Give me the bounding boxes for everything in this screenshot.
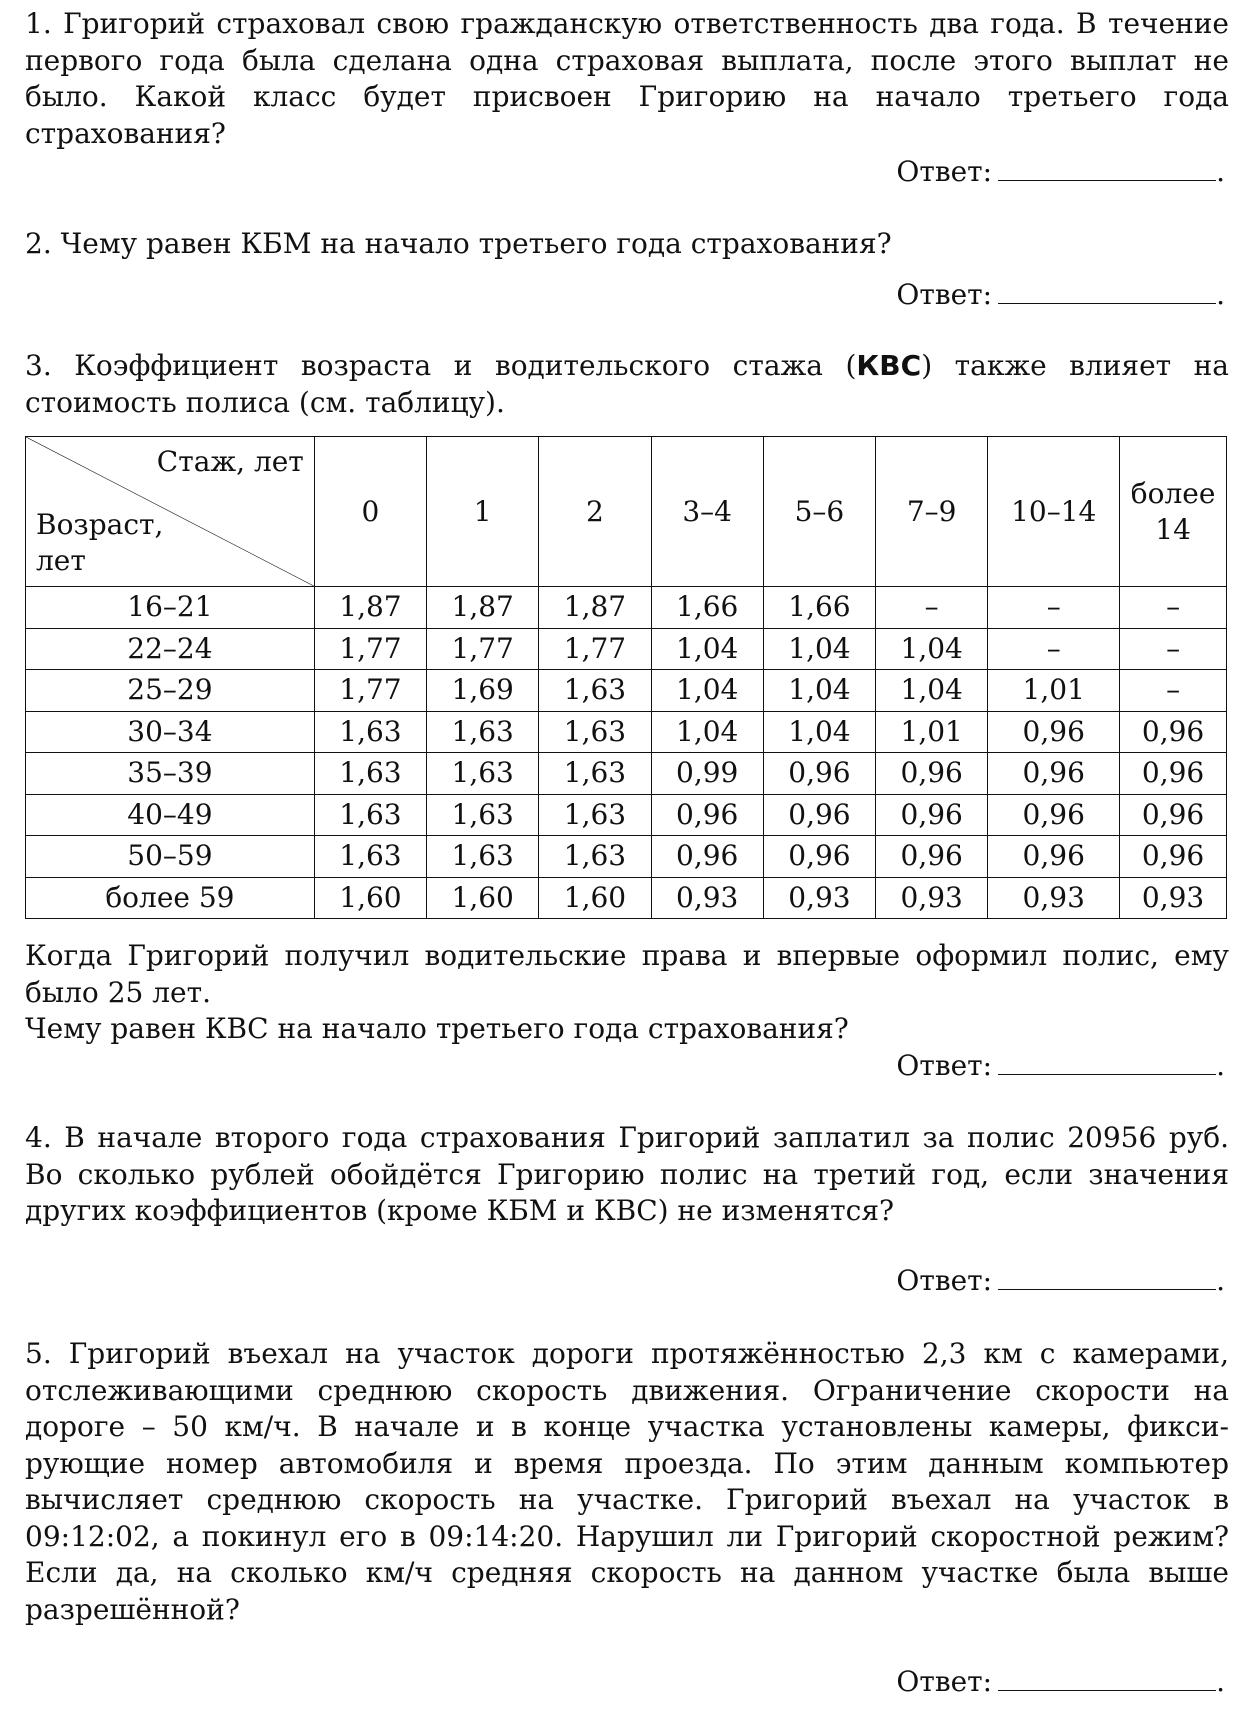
table-cell: 0,96	[876, 836, 988, 878]
table-cell: 1,77	[314, 628, 426, 670]
table-cell: 1,63	[539, 711, 651, 753]
table-cell: 1,60	[314, 877, 426, 919]
row-age-label: более 59	[26, 877, 315, 919]
table-cell: 0,96	[1120, 753, 1227, 795]
answer-line-4	[896, 1263, 1227, 1299]
answer-line-3	[896, 1048, 1227, 1084]
answer-label: Ответ:	[896, 1049, 993, 1082]
table-cell: 1,63	[427, 836, 539, 878]
column-header: 10–14	[988, 437, 1120, 587]
table-cell: –	[1120, 628, 1227, 670]
table-cell: 1,69	[427, 670, 539, 712]
table-row	[26, 877, 1227, 919]
answer-label: Ответ:	[896, 1665, 993, 1698]
question-2-text: 2. Чему равен КБМ на начало третьего года страхования?	[25, 227, 892, 260]
table-cell: 1,66	[651, 587, 763, 629]
question-3-question: Чему равен КВС на начало третьего года страхования?	[25, 1012, 849, 1045]
table-cell: 1,87	[539, 587, 651, 629]
table-cell: 1,01	[988, 670, 1120, 712]
table-cell: 1,77	[539, 628, 651, 670]
row-age-label: 22–24	[26, 628, 315, 670]
table-cell: 1,66	[763, 587, 875, 629]
table-cell: 0,99	[651, 753, 763, 795]
kvs-bold-term: КВС	[856, 349, 922, 382]
table-cell: 1,04	[651, 670, 763, 712]
answer-line-2	[896, 277, 1227, 313]
table-row	[26, 836, 1227, 878]
corner-label-experience: Стаж, лет	[156, 445, 304, 478]
table-cell: 1,60	[539, 877, 651, 919]
table-cell: 0,93	[1120, 877, 1227, 919]
table-cell: 1,63	[539, 836, 651, 878]
table-cell: –	[1120, 670, 1227, 712]
answer-period: .	[1216, 155, 1225, 188]
table-cell: 1,63	[539, 794, 651, 836]
table-row	[26, 628, 1227, 670]
row-age-label: 35–39	[26, 753, 315, 795]
column-header: 7–9	[876, 437, 988, 587]
table-cell: –	[988, 628, 1120, 670]
table-cell: –	[1120, 587, 1227, 629]
table-cell: 0,96	[651, 836, 763, 878]
table-body	[26, 587, 1227, 919]
table-cell: 1,63	[427, 794, 539, 836]
question-4-text: 4. В начале второго года страхования Григорий заплатил за полис 20956 руб. Во сколько рублей обойдётся Григорию полис на третий год, если значения других коэффициентов (кроме КБМ и КВС) не изменятся?	[25, 1121, 1229, 1227]
question-5-text: 5. Григорий въехал на участок дороги протяжённостью 2,3 км с камерами, отслеживающими среднюю скорость движения. Ограничение скорости на дороге – 50 км/ч. В начале и в конце участка установлены камеры, фиксирующие номер автомобиля и время проезда. По этим данным компьютер вычисляет среднюю скорость на участке. Григорий въехал на участок в 09:12:02, а покинул его в 09:14:20. Нарушил ли Григорий скоростной режим? Если да, на сколько км/ч средняя скорость на данном участке была выше разрешённой?	[25, 1337, 1229, 1626]
answer-blank-4[interactable]	[998, 1263, 1216, 1290]
table-cell: 1,04	[763, 711, 875, 753]
table-cell: 1,63	[539, 753, 651, 795]
table-cell: 0,96	[876, 794, 988, 836]
answer-period: .	[1216, 278, 1225, 311]
question-3-after-table	[25, 938, 1229, 1048]
table-cell: 1,63	[314, 794, 426, 836]
table-cell: 1,63	[314, 836, 426, 878]
table-cell: 1,04	[876, 670, 988, 712]
corner-label-age-line1: Возраст,	[36, 508, 164, 541]
kvs-table-wrapper	[25, 436, 1227, 922]
answer-line-1	[896, 154, 1227, 190]
answer-period: .	[1216, 1049, 1225, 1082]
table-cell: –	[988, 587, 1120, 629]
table-cell: 1,63	[539, 670, 651, 712]
answer-period: .	[1216, 1665, 1225, 1698]
table-cell: 0,96	[1120, 794, 1227, 836]
answer-label: Ответ:	[896, 155, 993, 188]
corner-label-age	[36, 507, 163, 579]
table-cell: 0,96	[763, 753, 875, 795]
column-header: 2	[539, 437, 651, 587]
table-cell: 1,60	[427, 877, 539, 919]
table-cell: 0,93	[876, 877, 988, 919]
question-3-text-before: 3. Коэффициент возраста и водительского стажа (	[25, 349, 857, 382]
column-header: более 14	[1120, 437, 1227, 587]
table-row	[26, 670, 1227, 712]
table-cell: 1,63	[314, 711, 426, 753]
answer-blank-2[interactable]	[998, 277, 1216, 304]
table-cell: 1,04	[651, 628, 763, 670]
question-3-condition: Когда Григорий получил водительские права и впервые оформил полис, ему было 25 лет.	[25, 939, 1229, 1009]
table-cell: 1,01	[876, 711, 988, 753]
row-age-label: 50–59	[26, 836, 315, 878]
question-1-text: 1. Григорий страховал свою гражданскую ответственность два года. В течение первого года была сделана одна страховая выплата, после этого выплат не было. Какой класс будет присвоен Григорию на начало третьего года страхования?	[25, 7, 1229, 150]
table-cell: 0,96	[876, 753, 988, 795]
table-cell: 0,96	[988, 753, 1120, 795]
table-cell: 1,63	[314, 753, 426, 795]
table-cell: 0,96	[1120, 836, 1227, 878]
table-cell: 1,77	[314, 670, 426, 712]
table-header-row	[26, 437, 1227, 587]
question-3-text-after: ) также влияет на стоимость полиса (см. таблицу).	[25, 349, 1230, 419]
answer-label: Ответ:	[896, 278, 993, 311]
row-age-label: 25–29	[26, 670, 315, 712]
table-cell: 0,96	[1120, 711, 1227, 753]
question-3-text	[25, 348, 1229, 421]
table-cell: 1,04	[763, 628, 875, 670]
row-age-label: 40–49	[26, 794, 315, 836]
table-cell: 0,96	[763, 836, 875, 878]
table-cell: 1,04	[651, 711, 763, 753]
answer-blank-5[interactable]	[998, 1664, 1216, 1691]
corner-label-age-line2: лет	[36, 544, 86, 577]
kvs-table	[25, 436, 1227, 919]
table-cell: 1,87	[314, 587, 426, 629]
table-cell: 0,93	[651, 877, 763, 919]
table-cell: 1,63	[427, 711, 539, 753]
column-header: 5–6	[763, 437, 875, 587]
table-cell: 0,96	[988, 794, 1120, 836]
table-row	[26, 753, 1227, 795]
column-header: 1	[427, 437, 539, 587]
table-cell: 0,93	[763, 877, 875, 919]
answer-blank-1[interactable]	[998, 154, 1216, 181]
table-row	[26, 587, 1227, 629]
row-age-label: 16–21	[26, 587, 315, 629]
table-cell: 0,93	[988, 877, 1120, 919]
table-row	[26, 794, 1227, 836]
table-cell: 1,63	[427, 753, 539, 795]
table-row	[26, 711, 1227, 753]
table-cell: 1,77	[427, 628, 539, 670]
table-cell: 0,96	[988, 836, 1120, 878]
answer-line-5	[896, 1664, 1227, 1700]
table-cell: 0,96	[763, 794, 875, 836]
answer-blank-3[interactable]	[998, 1048, 1216, 1075]
answer-period: .	[1216, 1264, 1225, 1297]
column-header: 3–4	[651, 437, 763, 587]
table-cell: 1,04	[763, 670, 875, 712]
table-cell: 0,96	[651, 794, 763, 836]
column-header: 0	[314, 437, 426, 587]
table-cell: 0,96	[988, 711, 1120, 753]
table-cell: –	[876, 587, 988, 629]
table-cell: 1,87	[427, 587, 539, 629]
answer-label: Ответ:	[896, 1264, 993, 1297]
row-age-label: 30–34	[26, 711, 315, 753]
table-corner-cell	[26, 437, 315, 587]
table-cell: 1,04	[876, 628, 988, 670]
